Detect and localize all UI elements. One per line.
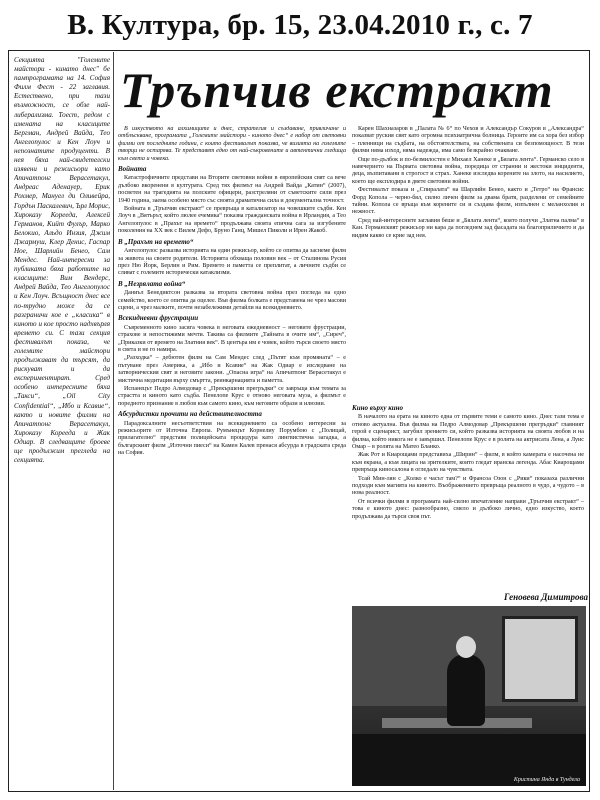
paragraph: Сред най-интересните заглавия беше и „Бялата лента“, която получи „Златна палма“ в Кан. Германският режисьор ни кара да погледнем зад фасадата на благоприличието и да видим какво се крие зад нея. [352,217,584,239]
header-citation: В. Култура, бр. 15, 23.04.2010 г., с. 7 [67,9,533,41]
photo-window [502,616,578,702]
paragraph: Даниъл Бенедиктсон разказва за втората световна война през погледа на едно семейство, което се опитва да оцелее. Във филма болката е представена не чрез масови сцени, а чрез малките, почти незабележими детайли на всекидневието. [118,290,346,311]
sidebar-text: Секцията "Големите майстори - кинато днес" бе пампрограмата на 14. София Филм Фест - 22 заглавия. Естествено, при тази възможност, се обзе най-либерализма. Тоест, редом с имената на класиците Бергман, Андрей Вайда, Тео Ангелопулос и Кен Лоуч и непознатите продуценти. В нея бяха най-свидетелски изявени и режисьори като Апичатпонг Верасетакул, Андреас Аденауер, Ерик Рохмер, Мануел ди Оливейра, Гордън Паскалевич, Ърл Морис, Хироказу Корееда, Алексей Германов, Кийт Фулър, Марко Белокио, Альдо Инзия, Джим Джармуш, Клер Денис, Гаспар Ное, Шарлийн Бенео, Сам Мендес. Най-интересни за публиката бяха работите на класиците: Вим Вендерс, Андрей Вайда, Тео Ангелопулос и Кен Лоуч. Всъщност днес все по-трудно може да се разграничи кое е „класика“ в киното и кое просто надхвърля времето си. С тази секция фестивалът показа, че големите майстори продължават да търсят, да рискуват и да експериментират. Сред особено интересните бяха „Такси“, „Oil City Confidential“, „Ибо и Ксавие“, както и новите филми на Апичатпонг Верасетакул, Хироказу Корееда и Жак Одиар. В следващите броеве ще продължим прегледа на секцията. [14,56,110,465]
author-signature: Геновева Димитрова [503,592,588,602]
article-column-right-mid [352,402,584,594]
paragraph: Испанецът Педро Алмодовар с „Прекършени прегръдки“ се завръща към темата за страстта и киното като съдба. Пенелопе Крус е отново неговата муза, а филмът е поредното признание в любов към самото кино, към неговите образи и илюзии. [118,386,346,407]
section-heading: В „Прахът на времето“ [118,237,194,246]
paragraph: Катастрофичните представи на Вторите световни войни в европейския свят са вече дълбоко вкоренени в културата. Сред тях филмът на Андрей Вайда „Катин“ (2007), посветен на трагедията на полските офицери, разстреляни от съветските сили през 1940 година, заема особено място със своята драматична сила и документална точност. [118,175,346,204]
paragraph: В изкуството на алхимиците и днес, стратегия и създаване, привличане и отблъскване, програмата „Големите майстори - киното днес“ е набор от световни филми от последните години, с които фестивалът показва, че визията на големите творци не остарява. Те представят едно от най-съкровените и автентични гледища към света и човека. [118,126,346,162]
section-heading: Кино върху кино [352,404,404,412]
article-column-right-top [352,126,584,396]
column-divider [113,52,114,790]
section-heading: Войната [118,165,147,174]
paragraph: От всички филми в програмата най-силно впечатление направи „Тръпчив екстракт“ – това е киното днес: разнообразно, смело и дълбоко лично, едно изкуство, което продължава да търси своя път. [352,498,584,520]
photo-caption: Кристина Янда в Тундела [513,777,580,783]
sidebar-intro [14,56,110,786]
paragraph: Още по-дълбок и по-безмилостен е Михаел Ханеке в „Бялата лента“. Германско село в навечерието на Първата световна война, поредица от странни и жестоки инциденти, деца, възпитавани в строгост и страх. Ханеке изследва корените на злото, на насилието, което ще експлодира в двете световни войни. [352,156,584,185]
article-title: Тръпчив екстракт [120,62,554,118]
paragraph: Ангелопулос разказва историята на един режисьор, който се опитва да заснеме филм за живота на своите родители. Историята обхваща половин век – от Сталинова Русия през Ню Йорк, Берлин и Рим. Времето и паметта се преплитат, а личните съдби се сливат с големите исторически катаклизми. [118,248,346,277]
paragraph: Съвременното кино засяга човека в неговата ежедневност – неговите фрустрации, страхове и непостижими мечти. Такива са филмите „Тайната в очите им“, „Сиреч“, „Приказки от времето на Златния век“. В центъра им е човек, който търси своето място в света и не го намира. [118,324,346,353]
paragraph: Жак Рот и Киарощами представиха „Ширин“ – филм, в който камерата е насочена не към екрана, а към лицата на зрителките, които гледат иранска легенда. Абас Киарощами превръща киносалона в огледало на чувствата. [352,452,584,474]
photo-figure-head [456,636,476,658]
section-heading: В „Незрялата война“ [118,279,186,288]
paragraph: Войната в „Тръпчив екстракт“ се превръща в катализатор на човешките съдби. Кен Лоуч в „Вятърът, който люлее ечемика“ показва гражданската война в Ирландия, а Тео Ангелопулос в „Прахът на времето“ продължава своята епична сага за изгубените поколения на ХХ век с Вилем Дефо, Бруно Ганц, Мишел Пиколи и Ирен Жакоб. [118,206,346,235]
section-heading: Абсурдистки прочити на действителността [118,410,262,419]
photo-figure [447,654,485,726]
section-heading: Всекидневни фрустрации [118,314,199,323]
paragraph: Парадоксалните несъответствия на всекидневието са особено интересни за режисьорите от Източна Европа. Румънецът Корнелиу Порумбою с „Полицай, прилагателно“ представя полицейската процедура като лингвистична загадка, а българският филм „Източни пиеси“ на Камен Калев пренася абсурда в градската среда на София. [118,420,346,457]
article-column-left [118,126,346,786]
article-photo [352,606,586,786]
paragraph: Тсай Мин-лян с „Колко е часът там?“ и Франсоа Озон с „Рики“ показаха различни подходи към магията на киното. Въображението превръща реалното в чудо, а чудото – в нова реалност. [352,475,584,497]
paragraph: „Разходка“ – дебютен филм на Сам Мендес след „Пътят към промяната“ – е пътуване през Америка, а „Ибо и Ксавие“ на Жак Одиар е изследване на затворническия свят и неговите закони. „Опасна игра“ на Апичатпонг Верасетакул е мистична медитация върху смъртта, реинкарнацията и паметта. [118,355,346,384]
paragraph: Карен Шахназаров в „Палата № 6“ по Чехов и Александър Сокуров в „Александра“ показват руския свят като огромна психиатрична болница. Героите им са хора без избор – пленници на съдбата, на обстоятелствата, на собствената си безпомощност. В тези филми няма изход, няма надежда, има само безкрайно очакване. [352,126,584,155]
paragraph: В началото на ерата на киното една от първите теми е самото кино. Днес тази тема е отново актуална. Във филма на Педро Алмодовар „Прекършени прегръдки“ главният герой е сценарист, загубил зрението си, който разказва историята на своята любов и на филма, който никога не е завършил. Пенелопе Крус е в ролята на актрисата Лена, а Луис Омар – в ролята на Матео Бланко. [352,414,584,451]
paragraph: Фестивалът показа и „Спиралата“ на Шарлийн Бенео, както и „Тетро“ на Франсис Форд Копола – черно-бял, силно личен филм за двама братя, разделени от семейните тайни. Копола се връща към корените си и създава филм, изпълнен с меланхолия и нежност. [352,187,584,216]
